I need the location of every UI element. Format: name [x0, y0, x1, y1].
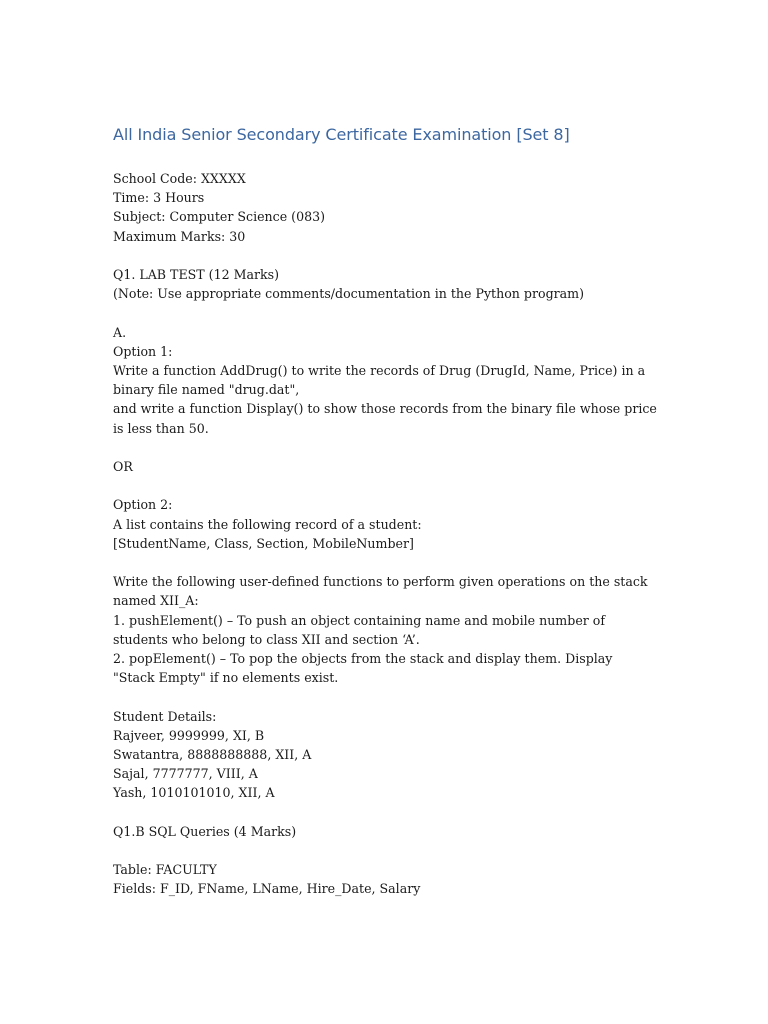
option1-label: Option 1:: [113, 343, 173, 359]
stack-task-section: [113, 572, 658, 687]
q1-note: (Note: Use appropriate comments/documentation in the Python program): [113, 286, 585, 302]
student-details-heading: Student Details:: [113, 708, 217, 724]
student-details-section: [113, 707, 658, 803]
q1b-table: Table: FACULTY: [113, 862, 217, 878]
student-row: Rajveer, 9999999, XI, B: [113, 727, 265, 743]
document-page: [113, 124, 658, 918]
school-code: School Code: XXXXX: [113, 171, 246, 186]
option2-fields: [StudentName, Class, Section, MobileNumber]: [113, 535, 414, 551]
part-a-label: A.: [113, 324, 127, 340]
q1b-table-block: [113, 860, 658, 898]
option2-section: [113, 495, 658, 553]
option2-intro: A list contains the following record of a student:: [113, 516, 422, 532]
option1-text-2: and write a function Display() to show those records from the binary file whose price is less than 50.: [113, 401, 657, 436]
student-row: Swatantra, 8888888888, XII, A: [113, 747, 312, 762]
option1-text-1: Write a function AddDrug() to write the records of Drug (DrugId, Name, Price) in a binary file named "drug.dat",: [113, 363, 646, 398]
maximum-marks: Maximum Marks: 30: [113, 228, 246, 244]
q1b-heading: Q1.B SQL Queries (4 Marks): [113, 823, 297, 839]
q1b-heading-block: [113, 822, 658, 841]
document-title: All India Senior Secondary Certificate Examination [Set 8]: [113, 125, 570, 144]
q1-section: [113, 265, 658, 303]
header-info: [113, 169, 658, 246]
q1-heading: Q1. LAB TEST (12 Marks): [113, 267, 280, 282]
stack-task-item-1: 1. pushElement() – To push an object containing name and mobile number of students who belong to class XII and section ‘A’.: [113, 612, 606, 647]
exam-subject: Subject: Computer Science (083): [113, 209, 326, 225]
student-row: Yash, 1010101010, XII, A: [113, 785, 275, 801]
part-a-section: [113, 323, 658, 438]
exam-time: Time: 3 Hours: [113, 190, 205, 206]
or-text: OR: [113, 459, 133, 474]
or-separator: [113, 457, 658, 476]
stack-task-intro: Write the following user-defined functions to perform given operations on the stack named XII_A:: [113, 574, 648, 609]
stack-task-item-2: 2. popElement() – To pop the objects from the stack and display them. Display "Stack Empty" if no elements exist.: [113, 651, 613, 686]
option2-label: Option 2:: [113, 497, 173, 513]
q1b-fields: Fields: F_ID, FName, LName, Hire_Date, Salary: [113, 881, 421, 897]
student-row: Sajal, 7777777, VIII, A: [113, 766, 258, 782]
